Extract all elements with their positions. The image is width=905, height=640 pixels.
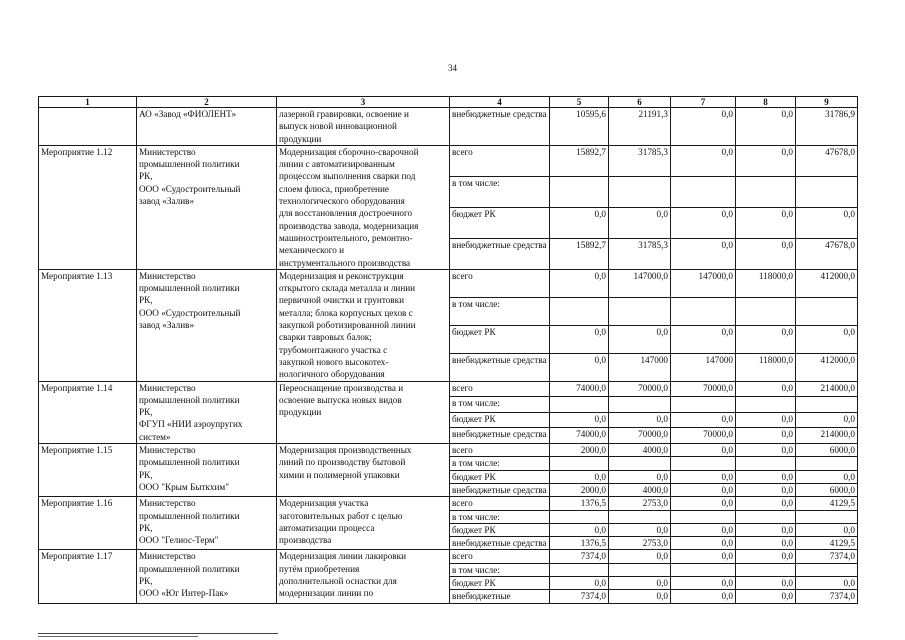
cell-line: Министерство	[139, 498, 196, 509]
value-cell: 147000,0	[609, 269, 671, 297]
funding-category-cell: бюджет РК	[450, 523, 550, 536]
value-cell: 0,0	[796, 325, 858, 353]
header-cell: 1	[39, 97, 137, 108]
page-number: 34	[448, 63, 457, 73]
footer-rule	[38, 636, 198, 637]
header-cell: 7	[671, 97, 736, 108]
cell-line: выпуск новой инновационной	[279, 121, 397, 132]
value-cell: 7374,0	[796, 590, 858, 603]
value-cell	[550, 297, 609, 325]
value-cell: 70000,0	[671, 381, 736, 397]
funding-category-cell: бюджет РК	[450, 412, 550, 428]
footer-rule	[38, 633, 278, 634]
value-cell: 7374,0	[796, 550, 858, 563]
value-cell	[796, 297, 858, 325]
table-row	[39, 444, 858, 457]
funding-category-cell: всего	[450, 550, 550, 563]
cell-line: Министерство	[139, 382, 196, 393]
cell-line: РК,	[139, 575, 153, 586]
cell-line: открытого склада металла и линии	[279, 283, 416, 294]
funding-category-cell: внебюджетные средства	[450, 353, 550, 381]
cell-line: дополнительной оснастки для	[279, 575, 397, 586]
cell-line: ООО "Гелиос-Терм"	[139, 535, 219, 546]
cell-line: автоматизации процесса	[279, 522, 375, 533]
header-cell: 5	[550, 97, 609, 108]
funding-category-cell: в том числе:	[450, 510, 550, 523]
value-cell: 0,0	[550, 576, 609, 589]
value-cell: 0,0	[736, 108, 796, 146]
value-cell: 47678,0	[796, 145, 858, 176]
value-cell: 0,0	[736, 497, 796, 510]
value-cell	[796, 457, 858, 470]
value-cell: 31786,9	[796, 108, 858, 146]
description-cell	[277, 497, 450, 550]
value-cell: 31785,3	[609, 238, 671, 269]
value-cell	[736, 563, 796, 576]
table-row	[39, 381, 858, 397]
value-cell	[736, 457, 796, 470]
cell-line: ООО «Судостроительный	[139, 307, 241, 318]
value-cell	[609, 176, 671, 207]
funding-category-cell: всего	[450, 145, 550, 176]
cell-line: машиностроительного, ремонтно-	[279, 232, 413, 243]
value-cell: 0,0	[736, 381, 796, 397]
value-cell: 70000,0	[609, 428, 671, 444]
cell-line: трубомонтажного участка с	[279, 344, 388, 355]
cell-line: закупкой роботизированной линии	[279, 320, 416, 331]
table-row	[39, 269, 858, 297]
value-cell: 6000,0	[796, 483, 858, 496]
value-cell: 0,0	[550, 523, 609, 536]
cell-line: промышленной политики	[139, 159, 240, 170]
value-cell	[796, 563, 858, 576]
value-cell: 0,0	[736, 325, 796, 353]
value-cell: 0,0	[796, 207, 858, 238]
cell-line: промышленной политики	[139, 394, 240, 405]
value-cell: 412000,0	[796, 269, 858, 297]
table-row	[39, 550, 858, 563]
funding-category-cell: внебюджетные средства	[450, 238, 550, 269]
value-cell: 0,0	[736, 412, 796, 428]
description-cell	[277, 145, 450, 269]
funding-category-cell: бюджет РК	[450, 207, 550, 238]
cell-line: для восстановления достроечного	[279, 208, 413, 219]
funding-category-cell: в том числе:	[450, 563, 550, 576]
cell-line: завод «Залив»	[139, 196, 195, 207]
value-cell: 31785,3	[609, 145, 671, 176]
cell-line: производства завода, модернизация	[279, 220, 419, 231]
value-cell: 74000,0	[550, 428, 609, 444]
value-cell: 0,0	[609, 523, 671, 536]
value-cell	[609, 510, 671, 523]
header-cell: 2	[137, 97, 277, 108]
value-cell: 0,0	[609, 550, 671, 563]
measure-id-cell: Мероприятие 1.12	[39, 145, 137, 269]
cell-line: промышленной политики	[139, 510, 240, 521]
value-cell: 0,0	[796, 576, 858, 589]
value-cell	[796, 397, 858, 413]
value-cell: 74000,0	[550, 381, 609, 397]
value-cell: 2753,0	[609, 537, 671, 550]
description-cell	[277, 381, 450, 443]
measure-id-cell: Мероприятие 1.14	[39, 381, 137, 443]
value-cell: 0,0	[609, 207, 671, 238]
value-cell: 21191,3	[609, 108, 671, 146]
value-cell: 412000,0	[796, 353, 858, 381]
value-cell: 7374,0	[550, 590, 609, 603]
header-cell: 3	[277, 97, 450, 108]
value-cell	[671, 563, 736, 576]
organization-cell	[137, 381, 277, 443]
funding-category-cell: в том числе:	[450, 297, 550, 325]
value-cell: 2000,0	[550, 483, 609, 496]
table-row	[39, 108, 858, 146]
value-cell	[796, 510, 858, 523]
cell-line: РК,	[139, 295, 153, 306]
cell-line: Модернизация участка	[279, 498, 369, 509]
value-cell	[609, 457, 671, 470]
cell-line: Модернизация сборочно-сварочной	[279, 146, 419, 157]
value-cell	[671, 457, 736, 470]
value-cell: 4129,5	[796, 537, 858, 550]
table-body	[39, 108, 858, 604]
cell-line: заготовительных работ с целью	[279, 510, 403, 521]
value-cell: 147000	[609, 353, 671, 381]
funding-category-cell: всего	[450, 381, 550, 397]
value-cell: 0,0	[736, 428, 796, 444]
cell-line: инструментального производства	[279, 257, 411, 268]
value-cell: 214000,0	[796, 428, 858, 444]
value-cell: 0,0	[671, 207, 736, 238]
value-cell: 0,0	[609, 590, 671, 603]
measure-id-cell: Мероприятие 1.17	[39, 550, 137, 603]
cell-line: линий по производству бытовой	[279, 457, 406, 468]
cell-line: продукции	[279, 133, 322, 144]
value-cell: 0,0	[736, 550, 796, 563]
value-cell: 0,0	[671, 497, 736, 510]
value-cell: 4000,0	[609, 483, 671, 496]
cell-line: закупкой нового высокотех-	[279, 356, 389, 367]
cell-line: Модернизация производственных	[279, 445, 412, 456]
measure-id-cell: Мероприятие 1.16	[39, 497, 137, 550]
cell-line: продукции	[279, 407, 322, 418]
value-cell: 70000,0	[609, 381, 671, 397]
value-cell: 0,0	[796, 470, 858, 483]
cell-line: систем»	[139, 431, 171, 442]
value-cell: 147000,0	[671, 269, 736, 297]
value-cell: 4129,5	[796, 497, 858, 510]
cell-line: Министерство	[139, 445, 196, 456]
value-cell: 0,0	[736, 523, 796, 536]
cell-line: Модернизация линии лакировки	[279, 551, 407, 562]
value-cell: 0,0	[736, 145, 796, 176]
cell-line: Переоснащение производства и	[279, 382, 404, 393]
value-cell	[671, 176, 736, 207]
value-cell: 0,0	[736, 576, 796, 589]
cell-line: промышленной политики	[139, 563, 240, 574]
value-cell: 0,0	[550, 207, 609, 238]
value-cell: 0,0	[671, 537, 736, 550]
value-cell: 0,0	[609, 470, 671, 483]
value-cell: 147000	[671, 353, 736, 381]
cell-line: модернизации линии по	[279, 588, 374, 599]
value-cell: 0,0	[736, 238, 796, 269]
value-cell: 0,0	[550, 412, 609, 428]
measure-id-cell	[39, 108, 137, 146]
cell-line: нологичного оборудования	[279, 369, 385, 380]
cell-line: АО «Завод «ФИОЛЕНТ»	[139, 109, 237, 119]
funding-category-cell: всего	[450, 269, 550, 297]
cell-line: слоем флюса, приобретение	[279, 183, 389, 194]
organization-cell	[137, 145, 277, 269]
header-cell: 9	[796, 97, 858, 108]
value-cell: 214000,0	[796, 381, 858, 397]
cell-line: сварки тавровых балок;	[279, 332, 372, 343]
value-cell: 15892,7	[550, 145, 609, 176]
value-cell	[796, 176, 858, 207]
description-cell	[277, 444, 450, 497]
value-cell	[550, 563, 609, 576]
value-cell: 0,0	[609, 412, 671, 428]
value-cell: 2753,0	[609, 497, 671, 510]
measure-id-cell: Мероприятие 1.15	[39, 444, 137, 497]
funding-category-cell: внебюджетные	[450, 590, 550, 603]
value-cell: 0,0	[671, 238, 736, 269]
value-cell: 1376,5	[550, 497, 609, 510]
cell-line: первичной очистки и грунтовки	[279, 295, 405, 306]
cell-line: РК,	[139, 522, 153, 533]
cell-line: механического и	[279, 245, 345, 256]
value-cell: 70000,0	[671, 428, 736, 444]
value-cell: 0,0	[550, 353, 609, 381]
table-row	[39, 145, 858, 176]
funding-category-cell: внебюджетные средства	[450, 483, 550, 496]
value-cell: 0,0	[550, 470, 609, 483]
cell-line: ООО «Судостроительный	[139, 183, 241, 194]
value-cell: 7374,0	[550, 550, 609, 563]
cell-line: ООО "Крым Быткхим"	[139, 481, 229, 492]
cell-line: РК,	[139, 171, 153, 182]
funding-category-cell: внебюджетные средства	[450, 108, 550, 146]
cell-line: технологического оборудования	[279, 196, 405, 207]
value-cell: 0,0	[736, 537, 796, 550]
value-cell: 0,0	[671, 483, 736, 496]
value-cell: 0,0	[671, 523, 736, 536]
cell-line: Министерство	[139, 146, 196, 157]
value-cell	[609, 297, 671, 325]
value-cell: 0,0	[671, 444, 736, 457]
value-cell: 0,0	[736, 470, 796, 483]
value-cell: 0,0	[796, 412, 858, 428]
value-cell: 118000,0	[736, 269, 796, 297]
value-cell: 0,0	[671, 108, 736, 146]
value-cell: 0,0	[736, 590, 796, 603]
value-cell: 0,0	[796, 523, 858, 536]
cell-line: завод «Залив»	[139, 320, 195, 331]
value-cell: 0,0	[671, 145, 736, 176]
value-cell	[550, 176, 609, 207]
value-cell	[550, 457, 609, 470]
organization-cell	[137, 497, 277, 550]
value-cell: 10595,6	[550, 108, 609, 146]
value-cell: 0,0	[609, 325, 671, 353]
cell-line: РК,	[139, 407, 153, 418]
cell-line: Министерство	[139, 270, 196, 281]
value-cell: 1376,5	[550, 537, 609, 550]
funding-category-cell: бюджет РК	[450, 470, 550, 483]
cell-line: Модернизация и реконструкция	[279, 270, 404, 281]
header-cell: 6	[609, 97, 671, 108]
value-cell: 0,0	[671, 412, 736, 428]
value-cell: 15892,7	[550, 238, 609, 269]
cell-line: РК,	[139, 469, 153, 480]
cell-line: производства	[279, 535, 332, 546]
value-cell	[671, 297, 736, 325]
value-cell	[671, 397, 736, 413]
value-cell: 0,0	[550, 325, 609, 353]
value-cell	[550, 397, 609, 413]
cell-line: металла; блока корпусных цехов с	[279, 307, 413, 318]
value-cell: 0,0	[671, 590, 736, 603]
value-cell: 0,0	[736, 444, 796, 457]
description-cell	[277, 269, 450, 381]
organization-cell	[137, 444, 277, 497]
value-cell: 0,0	[671, 576, 736, 589]
value-cell	[550, 510, 609, 523]
funding-category-cell: всего	[450, 497, 550, 510]
header-cell: 4	[450, 97, 550, 108]
funding-category-cell: в том числе:	[450, 397, 550, 413]
description-cell	[277, 550, 450, 603]
cell-line: Министерство	[139, 551, 196, 562]
value-cell: 0,0	[736, 207, 796, 238]
organization-cell	[137, 550, 277, 603]
value-cell	[609, 397, 671, 413]
funding-category-cell: всего	[450, 444, 550, 457]
funding-category-cell: внебюджетные средства	[450, 537, 550, 550]
value-cell: 0,0	[609, 576, 671, 589]
value-cell	[671, 510, 736, 523]
value-cell: 47678,0	[796, 238, 858, 269]
measure-id-cell: Мероприятие 1.13	[39, 269, 137, 381]
organization-cell	[137, 108, 277, 146]
funding-category-cell: бюджет РК	[450, 576, 550, 589]
value-cell	[736, 510, 796, 523]
cell-line: промышленной политики	[139, 283, 240, 294]
cell-line: химии и полимерной упаковки	[279, 469, 400, 480]
cell-line: линии с автоматизированным	[279, 159, 395, 170]
header-row	[39, 97, 858, 108]
cell-line: процессом выполнения сварки под	[279, 171, 416, 182]
value-cell	[609, 563, 671, 576]
cell-line: лазерной гравировки, освоение и	[279, 109, 409, 119]
value-cell: 4000,0	[609, 444, 671, 457]
value-cell	[736, 397, 796, 413]
cell-line: промышленной политики	[139, 457, 240, 468]
value-cell: 0,0	[550, 269, 609, 297]
funding-category-cell: бюджет РК	[450, 325, 550, 353]
funding-category-cell: в том числе:	[450, 176, 550, 207]
value-cell: 0,0	[671, 325, 736, 353]
value-cell: 6000,0	[796, 444, 858, 457]
header-cell: 8	[736, 97, 796, 108]
funding-category-cell: внебюджетные средства	[450, 428, 550, 444]
value-cell: 0,0	[736, 483, 796, 496]
value-cell: 0,0	[671, 470, 736, 483]
cell-line: освоение выпуска новых видов	[279, 394, 402, 405]
value-cell	[736, 297, 796, 325]
cell-line: ФГУП «НИИ аэроупругих	[139, 419, 243, 430]
funding-table	[38, 96, 858, 604]
value-cell: 0,0	[671, 550, 736, 563]
value-cell	[736, 176, 796, 207]
value-cell: 2000,0	[550, 444, 609, 457]
table-row	[39, 497, 858, 510]
cell-line: ООО «Юг Интер-Пак»	[139, 588, 229, 599]
value-cell: 118000,0	[736, 353, 796, 381]
funding-category-cell: в том числе:	[450, 457, 550, 470]
organization-cell	[137, 269, 277, 381]
cell-line: путём приобретения	[279, 563, 360, 574]
description-cell	[277, 108, 450, 146]
